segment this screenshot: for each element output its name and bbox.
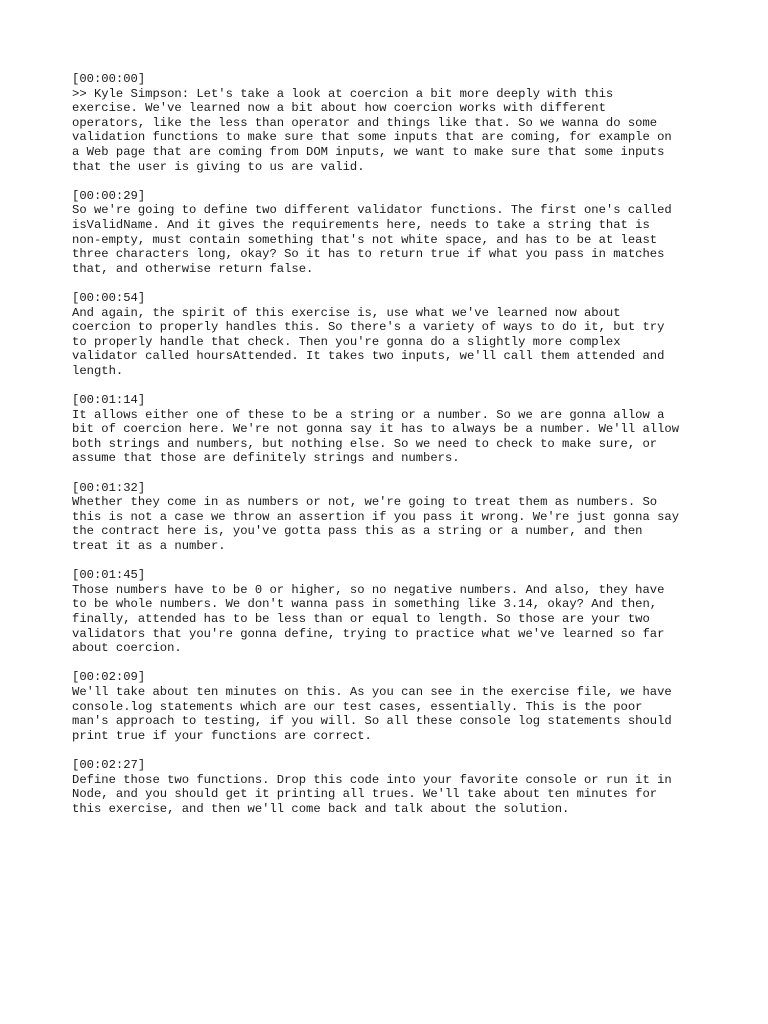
transcript-line: this is not a case we throw an assertion if you pass it wrong. We're just gonna say: [72, 509, 680, 524]
transcript-entry: [72, 189, 712, 277]
transcript-line: operators, like the less than operator and things like that. So we wanna do some: [72, 115, 658, 130]
transcript-line: coercion to properly handles this. So there's a variety of ways to do it, but try: [72, 320, 665, 335]
transcript-line: treat it as a number.: [72, 539, 226, 553]
transcript-line: Those numbers have to be 0 or higher, so no negative numbers. And also, they have: [72, 582, 665, 597]
transcript-line: to properly handle that check. Then you're gonna do a slightly more complex: [72, 334, 621, 349]
timestamp: [00:00:54]: [72, 290, 146, 305]
transcript-line: finally, attended has to be less than or equal to length. So those are your two: [72, 611, 650, 626]
transcript-line: exercise. We've learned now a bit about how coercion works with different: [72, 101, 606, 116]
transcript-line: the contract here is, you've gotta pass this as a string or a number, and then: [72, 524, 643, 539]
transcript-line: Whether they come in as numbers or not, we're going to treat them as numbers. So: [72, 495, 658, 510]
transcript-entry: [72, 670, 712, 743]
transcript-line: So we're going to define two different validator functions. The first one's called: [72, 203, 672, 218]
transcript-line: bit of coercion here. We're not gonna say it has to always be a number. We'll allow: [72, 422, 680, 437]
timestamp: [00:01:14]: [72, 393, 146, 408]
transcript-line: assume that those are definitely strings and numbers.: [72, 451, 460, 466]
transcript-entry: [72, 481, 712, 554]
transcript-entry: [72, 568, 712, 656]
transcript-line: Node, and you should get it printing all trues. We'll take about ten minutes for: [72, 787, 658, 802]
transcript-line: validation functions to make sure that some inputs that are coming, for example on: [72, 130, 672, 145]
timestamp: [00:01:45]: [72, 568, 146, 583]
timestamp: [00:02:27]: [72, 757, 146, 772]
timestamp: [00:00:29]: [72, 188, 146, 203]
transcript-line: length.: [72, 363, 124, 378]
transcript-entry: [72, 393, 712, 466]
transcript-line: >> Kyle Simpson: Let's take a look at coercion a bit more deeply with this: [72, 86, 614, 101]
transcript-line: non-empty, must contain something that's not white space, and has to be at least: [72, 232, 658, 247]
timestamp: [00:01:32]: [72, 480, 146, 495]
transcript-line: man's approach to testing, if you will. So all these console log statements should: [72, 714, 672, 729]
transcript-line: It allows either one of these to be a string or a number. So we are gonna allow a: [72, 407, 665, 422]
transcript-line: print true if your functions are correct.: [72, 728, 372, 743]
transcript-line: this exercise, and then we'll come back and talk about the solution.: [72, 801, 570, 816]
transcript-entry: [72, 758, 712, 816]
transcript-line: validators that you're gonna define, trying to practice what we've learned so far: [72, 626, 665, 641]
transcript-line: to be whole numbers. We don't wanna pass in something like 3.14, okay? And then,: [72, 597, 658, 612]
transcript-line: both strings and numbers, but nothing else. So we need to check to make sure, or: [72, 436, 658, 451]
transcript-line: console.log statements which are our test cases, essentially. This is the poor: [72, 699, 643, 714]
transcript-line: that the user is giving to us are valid.: [72, 159, 365, 174]
transcript-line: three characters long, okay? So it has to return true if what you pass in matches: [72, 247, 665, 262]
transcript-line: about coercion.: [72, 641, 182, 656]
transcript-document: [72, 72, 712, 831]
timestamp: [00:02:09]: [72, 670, 146, 685]
transcript-line: validator called hoursAttended. It takes two inputs, we'll call them attended and: [72, 349, 665, 364]
transcript-line: And again, the spirit of this exercise is, use what we've learned now about: [72, 305, 621, 320]
transcript-entry: [72, 291, 712, 379]
transcript-line: that, and otherwise return false.: [72, 261, 314, 276]
transcript-line: isValidName. And it gives the requirements here, needs to take a string that is: [72, 217, 650, 232]
timestamp: [00:00:00]: [72, 72, 146, 86]
transcript-line: a Web page that are coming from DOM inputs, we want to make sure that some inputs: [72, 144, 665, 159]
transcript-line: Define those two functions. Drop this code into your favorite console or run it in: [72, 772, 672, 787]
transcript-entry: [72, 72, 712, 174]
transcript-line: We'll take about ten minutes on this. As you can see in the exercise file, we have: [72, 684, 672, 699]
